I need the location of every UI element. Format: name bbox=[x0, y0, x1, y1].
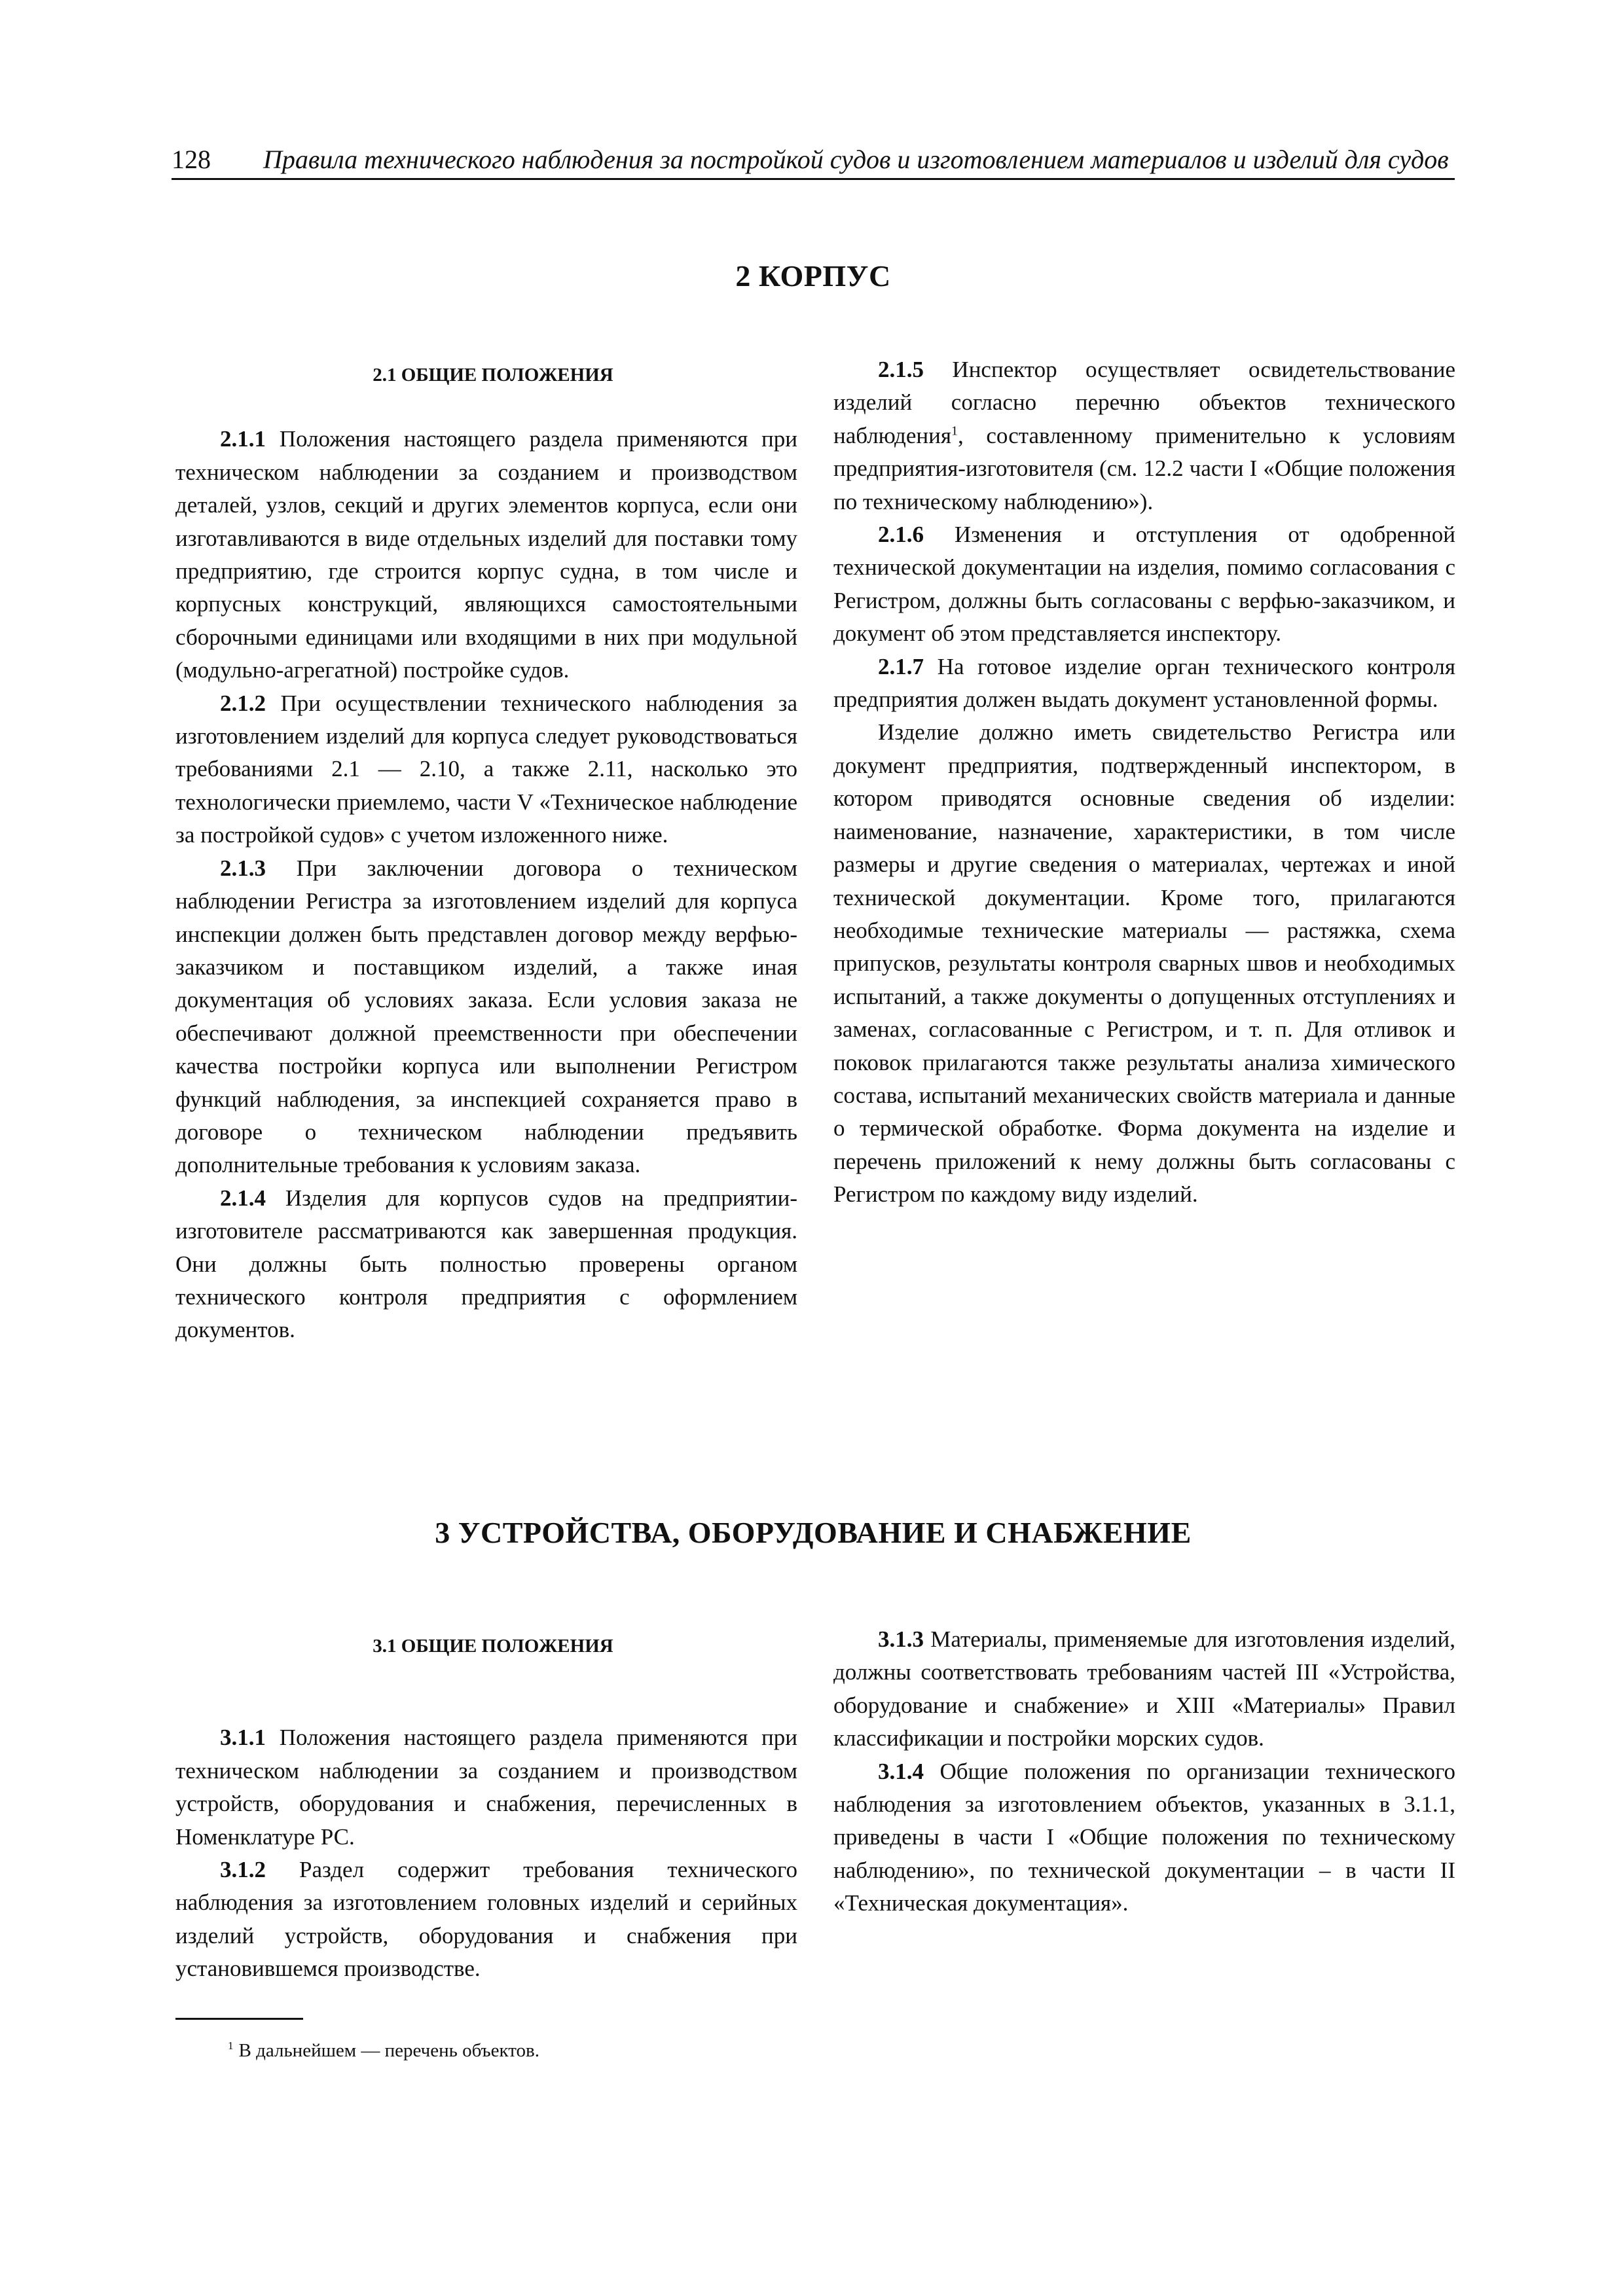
footnote-divider bbox=[175, 2018, 303, 2020]
running-title: Правила технического наблюдения за постройкой судов и изготовлением материалов и изделий для судов bbox=[263, 145, 1449, 174]
paragraph-2-1-5: 2.1.5 Инспектор осуществляет освидетельствование изделий согласно перечню объектов технического наблюдения$^1$, составленному применительно к условиям предприятия-изготовителя (см. 12.2 части I «Общие положения по техническому наблюдению»). bbox=[833, 357, 1455, 514]
paragraph-2-1-3: 2.1.3 При заключении договора о техническом наблюдении Регистра за изготовлением изделий для корпуса инспекции должен быть представлен договор между верфью-заказчиком и поставщиком изделий, а также иная документация об условиях заказа. Если условия заказа не обеспечивают должной преемственности при обеспечении качества постройки корпуса или выполнении Регистром функций наблюдения, за инспекцией сохраняется право в договоре о техническом наблюдении предъявить дополнительные требования к условиям заказа. bbox=[175, 855, 797, 1178]
subsection-3-1-title: 3.1 ОБЩИЕ ПОЛОЖЕНИЯ bbox=[373, 1636, 613, 1657]
footnote-mark: 1 bbox=[228, 2039, 234, 2053]
footnote-text: В дальнейшем — перечень объектов. bbox=[238, 2040, 539, 2061]
paragraph-3-1-1: 3.1.1 Положения настоящего раздела применяются при техническом наблюдении за созданием и производством устройств, оборудования и снабжения, перечисленных в Номенклатуре РС. bbox=[175, 1725, 797, 1850]
paragraph-document-requirements: Изделие должно иметь свидетельство Регистра или документ предприятия, подтвержденный инспектором, в котором приводятся основные сведения об изделии: наименование, назначение, характеристики, в том числе размеры и другие сведения о материалах, чертежах и иной технической документации. Кроме того, прилагаются необходимые технические материалы — растяжка, схема припусков, результаты контроля сварных швов и необходимых испытаний, а также документы о допущенных отступлениях и заменах, согласованные с Регистром, и т. п. Для отливок и поковок прилагаются также результаты анализа химического состава, испытаний механических свойств материала и данные о термической обработке. Форма документа на изделие и перечень приложений к нему должны быть согласованы с Регистром по каждому виду изделий. bbox=[833, 719, 1455, 1208]
section-3-right-column bbox=[833, 1623, 1455, 1920]
footnote-reference: 1 bbox=[951, 423, 958, 439]
paragraph-2-1-2: 2.1.2 При осуществлении технического наблюдения за изготовлением изделий для корпуса следует руководствоваться требованиями 2.1 — 2.10, а также 2.11, насколько это технологически приемлемо, части V «Техническое наблюдение за постройкой судов» с учетом изложенного ниже. bbox=[175, 690, 797, 848]
paragraph-2-1-1: 2.1.1 Положения настоящего раздела применяются при техническом наблюдении за созданием и производством деталей, узлов, секций и других элементов корпуса, если они изготавливаются в виде отдельных изделий для поставки тому предприятию, где строится корпус судна, в том числе и корпусных конструкций, являющихся самостоятельными сборочными единицами или входящими в них при модульной (модульно-агрегатной) постройке судов. bbox=[175, 426, 797, 683]
page-number: 128 bbox=[172, 145, 211, 174]
section-2-right-column bbox=[833, 353, 1455, 1211]
section-3-left-column bbox=[175, 1630, 797, 1986]
subsection-2-1-title: 2.1 ОБЩИЕ ПОЛОЖЕНИЯ bbox=[373, 365, 613, 386]
section-2-title: 2 КОРПУС bbox=[735, 259, 891, 293]
paragraph-2-1-6: 2.1.6 Изменения и отступления от одобренной технической документации на изделия, помимо согласования с Регистром, должны быть согласованы с верфью-заказчиком, и документ об этом представляется инспектору. bbox=[833, 522, 1455, 647]
paragraph-3-1-3: 3.1.3 Материалы, применяемые для изготовления изделий, должны соответствовать требованиям частей III «Устройства, оборудование и снабжение» и XIII «Материалы» Правил классификации и постройки морских судов. bbox=[833, 1626, 1455, 1751]
paragraph-3-1-2: 3.1.2 Раздел содержит требования технического наблюдения за изготовлением головных изделий и серийных изделий устройств, оборудования и снабжения при установившемся производстве. bbox=[175, 1857, 797, 1982]
section-3-title: 3 УСТРОЙСТВА, ОБОРУДОВАНИЕ И СНАБЖЕНИЕ bbox=[435, 1516, 1192, 1549]
running-header bbox=[172, 143, 1455, 180]
paragraph-3-1-4: 3.1.4 Общие положения по организации технического наблюдения за изготовлением объектов, указанных в 3.1.1, приведены в части I «Общие положения по техническому наблюдению», по технической документации – в части II «Техническая документация». bbox=[833, 1758, 1455, 1916]
paragraph-2-1-4: 2.1.4 Изделия для корпусов судов на предприятии-изготовителе рассматриваются как завершенная продукция. Они должны быть полностью проверены органом технического контроля предприятия с оформлением документов. bbox=[175, 1185, 797, 1343]
footnote bbox=[228, 2037, 539, 2064]
paragraph-2-1-7: 2.1.7 На готовое изделие орган технического контроля предприятия должен выдать документ установленной формы. bbox=[833, 653, 1455, 713]
section-2-left-column bbox=[175, 359, 797, 1347]
